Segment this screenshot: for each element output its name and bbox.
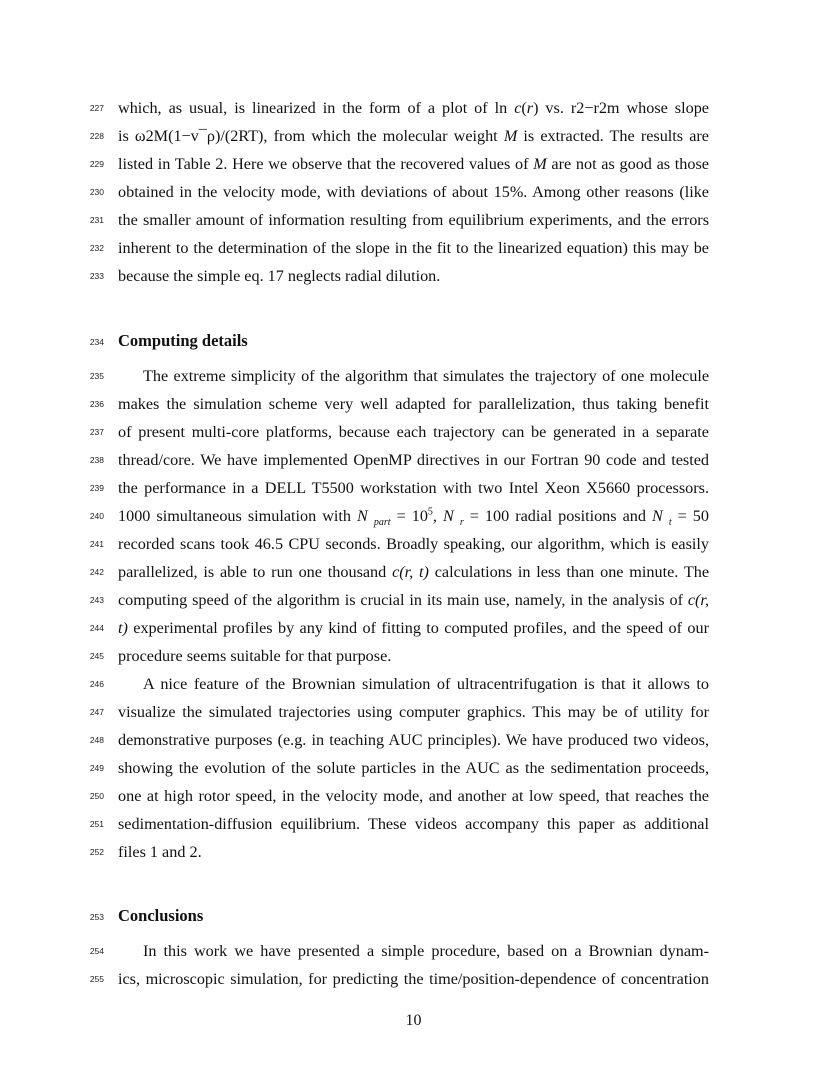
- section-heading-computing-details: Computing details: [118, 331, 248, 350]
- text-line: makes the simulation scheme very well adapted for parallelization, thus taking benefit: [118, 395, 709, 413]
- text-line: inherent to the determination of the slope in the fit to the linearized equation) this may be: [118, 239, 709, 257]
- text-line: of present multi-core platforms, because each trajectory can be generated in a separate: [118, 423, 709, 441]
- line-number: 228: [89, 131, 104, 141]
- line-number: 253: [89, 912, 104, 922]
- text-line: showing the evolution of the solute particles in the AUC as the sedimentation proceeds,: [118, 759, 709, 777]
- line-number: 246: [89, 679, 104, 689]
- line-number: 254: [89, 946, 104, 956]
- line-number: 229: [89, 159, 104, 169]
- section-heading-conclusions: Conclusions: [118, 906, 204, 925]
- line-number: 236: [89, 399, 104, 409]
- line-number: 249: [89, 763, 104, 773]
- text-line: The extreme simplicity of the algorithm that simulates the trajectory of one molecule: [143, 367, 709, 385]
- text-line: ics, microscopic simulation, for predicting the time/position-dependence of concentration: [118, 970, 709, 988]
- line-number: 255: [89, 974, 104, 984]
- line-number: 237: [89, 427, 104, 437]
- text-line: thread/core. We have implemented OpenMP directives in our Fortran 90 code and tested: [118, 451, 709, 469]
- text-line: computing speed of the algorithm is crucial in its main use, namely, in the analysis of c(r,: [118, 591, 709, 609]
- line-number: 234: [89, 337, 104, 347]
- line-number: 239: [89, 483, 104, 493]
- line-number: 242: [89, 567, 104, 577]
- line-number: 250: [89, 791, 104, 801]
- text-line: listed in Table 2. Here we observe that the recovered values of M are not as good as those: [118, 155, 709, 173]
- text-line: files 1 and 2.: [118, 843, 202, 861]
- line-number: 235: [89, 371, 104, 381]
- text-line: obtained in the velocity mode, with deviations of about 15%. Among other reasons (like: [118, 183, 709, 201]
- line-number: 233: [89, 271, 104, 281]
- text-line: is ω2M(1−v¯ρ)/(2RT), from which the molecular weight M is extracted. The results are: [118, 127, 709, 145]
- text-line: 1000 simultaneous simulation with N $_{part} = 10^5$, N $_r$ = 100 radial positions and N $_t$ = 50: [118, 506, 709, 529]
- text-line: In this work we have presented a simple procedure, based on a Brownian dynam-: [143, 942, 709, 960]
- text-line: t) experimental profiles by any kind of fitting to computed profiles, and the speed of our: [118, 619, 709, 637]
- text-line: because the simple eq. 17 neglects radial dilution.: [118, 267, 441, 285]
- line-number: 232: [89, 243, 104, 253]
- text-line: which, as usual, is linearized in the form of a plot of ln c(r) vs. r2−r2m whose slope: [118, 99, 709, 117]
- text-line: the performance in a DELL T5500 workstation with two Intel Xeon X5660 processors.: [118, 479, 709, 497]
- line-number: 244: [89, 623, 104, 633]
- line-number: 227: [89, 103, 104, 113]
- line-number: 243: [89, 595, 104, 605]
- line-number: 230: [89, 187, 104, 197]
- line-number: 247: [89, 707, 104, 717]
- text-line: the smaller amount of information resulting from equilibrium experiments, and the errors: [118, 211, 709, 229]
- text-line: recorded scans took 46.5 CPU seconds. Broadly speaking, our algorithm, which is easily: [118, 535, 709, 553]
- line-number: 248: [89, 735, 104, 745]
- line-number: 245: [89, 651, 104, 661]
- line-number: 238: [89, 455, 104, 465]
- text-line: procedure seems suitable for that purpose.: [118, 647, 392, 665]
- line-number: 251: [89, 819, 104, 829]
- page-number: 10: [405, 1012, 422, 1029]
- line-number: 240: [89, 511, 104, 521]
- text-line: visualize the simulated trajectories using computer graphics. This may be of utility for: [118, 703, 709, 721]
- text-line: demonstrative purposes (e.g. in teaching AUC principles). We have produced two videos,: [118, 731, 709, 749]
- text-line: sedimentation-diffusion equilibrium. These videos accompany this paper as additional: [118, 815, 709, 833]
- line-number: 252: [89, 847, 104, 857]
- line-number: 241: [89, 539, 104, 549]
- line-number: 231: [89, 215, 104, 225]
- text-line: parallelized, is able to run one thousand c(r, t) calculations in less than one minute. The: [118, 563, 709, 581]
- text-line: one at high rotor speed, in the velocity mode, and another at low speed, that reaches the: [118, 787, 709, 805]
- text-line: A nice feature of the Brownian simulation of ultracentrifugation is that it allows to: [143, 675, 709, 693]
